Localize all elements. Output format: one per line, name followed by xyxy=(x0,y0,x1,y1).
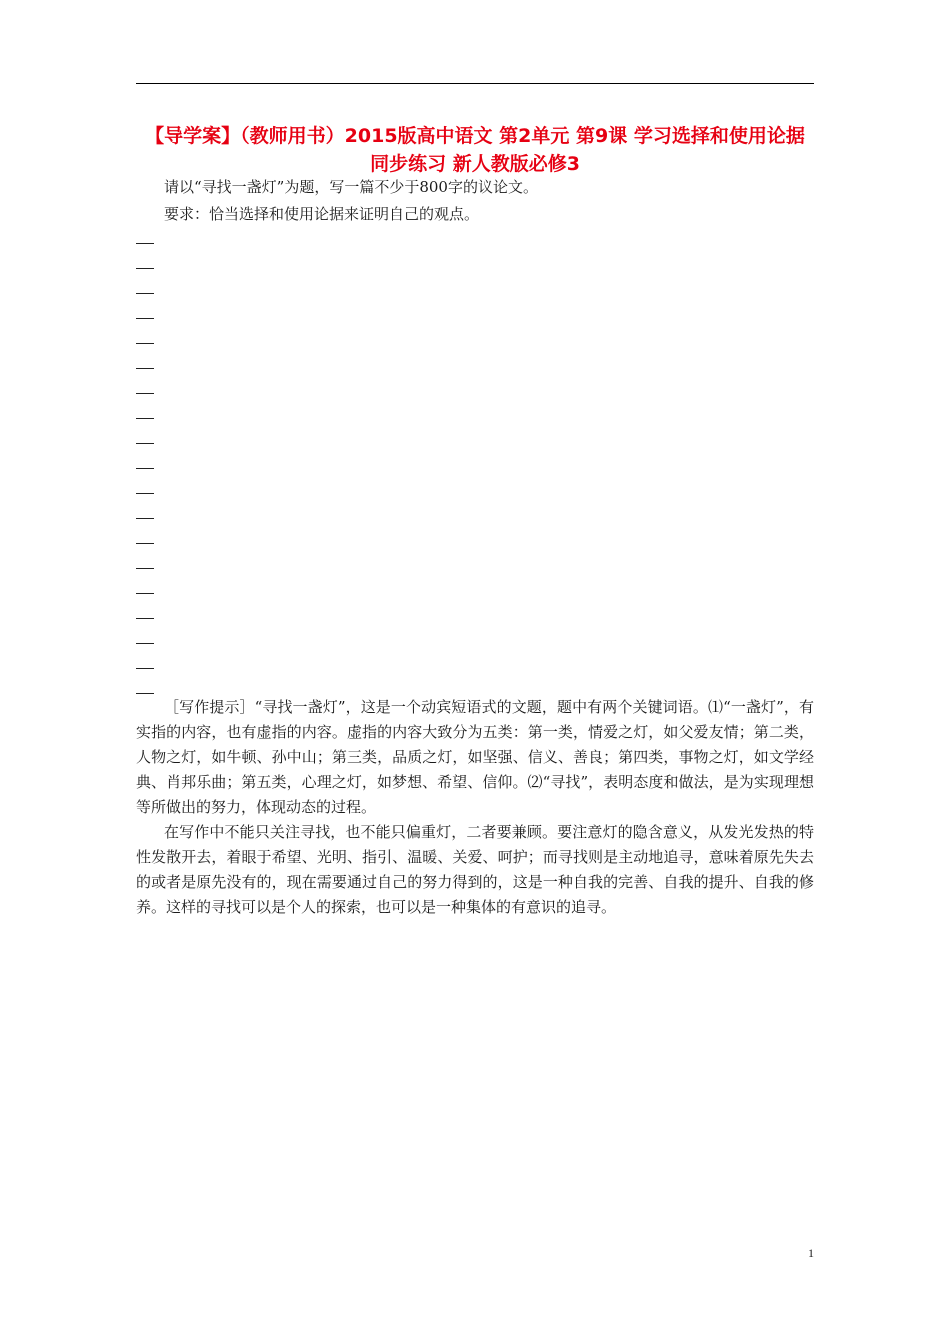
answer-blank-line xyxy=(136,555,166,580)
answer-blank-line xyxy=(136,255,166,280)
answer-blank-line xyxy=(136,405,166,430)
answer-blank-lines xyxy=(136,230,166,705)
answer-blank-line xyxy=(136,480,166,505)
hint-paragraph-2: 在写作中不能只关注寻找，也不能只偏重灯，二者要兼顾。要注意灯的隐含意义，从发光发热的特性发散开去，着眼于希望、光明、指引、温暖、关爱、呵护；而寻找则是主动地追寻，意味着原先失去的或者是原先没有的，现在需要通过自己的努力得到的，这是一种自我的完善、自我的提升、自我的修养。这样的寻找可以是个人的探索，也可以是一种集体的有意识的追寻。 xyxy=(136,823,814,916)
answer-blank-line xyxy=(136,230,166,255)
answer-blank-line xyxy=(136,530,166,555)
answer-blank-line xyxy=(136,630,166,655)
blank-line-mark xyxy=(136,243,154,244)
blank-line-mark xyxy=(136,643,154,644)
blank-line-mark xyxy=(136,593,154,594)
prompt-requirement: 要求：恰当选择和使用论据来证明自己的观点。 xyxy=(164,205,480,223)
answer-blank-line xyxy=(136,380,166,405)
blank-line-mark xyxy=(136,443,154,444)
answer-blank-line xyxy=(136,280,166,305)
blank-line-mark xyxy=(136,568,154,569)
writing-hints xyxy=(136,695,814,920)
blank-line-mark xyxy=(136,368,154,369)
blank-line-mark xyxy=(136,668,154,669)
hint-paragraph-1: ［写作提示］“寻找一盏灯”，这是一个动宾短语式的文题，题中有两个关键词语。⑴“一盏灯”，有实指的内容，也有虚指的内容。虚指的内容大致分为五类：第一类，情爱之灯，如父爱友情；第二类，人物之灯，如牛顿、孙中山；第三类，品质之灯，如坚强、信义、善良；第四类，事物之灯，如文学经典、肖邦乐曲；第五类，心理之灯，如梦想、希望、信仰。⑵“寻找”，表明态度和做法，是为实现理想等所做出的努力，体现动态的过程。 xyxy=(136,698,814,816)
answer-blank-line xyxy=(136,655,166,680)
blank-line-mark xyxy=(136,543,154,544)
answer-blank-line xyxy=(136,330,166,355)
blank-line-mark xyxy=(136,418,154,419)
page-number: 1 xyxy=(808,1246,814,1260)
answer-blank-line xyxy=(136,355,166,380)
blank-line-mark xyxy=(136,468,154,469)
answer-blank-line xyxy=(136,505,166,530)
blank-line-mark xyxy=(136,493,154,494)
answer-blank-line xyxy=(136,580,166,605)
prompt-instruction: 请以“寻找一盏灯”为题，写一篇不少于800字的议论文。 xyxy=(164,178,538,196)
blank-line-mark xyxy=(136,693,154,694)
blank-line-mark xyxy=(136,618,154,619)
blank-line-mark xyxy=(136,393,154,394)
answer-blank-line xyxy=(136,305,166,330)
answer-blank-line xyxy=(136,455,166,480)
answer-blank-line xyxy=(136,605,166,630)
blank-line-mark xyxy=(136,518,154,519)
blank-line-mark xyxy=(136,343,154,344)
document-title: 【导学案】（教师用书）2015版高中语文 第2单元 第9课 学习选择和使用论据同步练习 新人教版必修3 xyxy=(145,125,805,175)
blank-line-mark xyxy=(136,268,154,269)
essay-prompt xyxy=(136,174,814,228)
header-rule xyxy=(136,83,814,84)
blank-line-mark xyxy=(136,293,154,294)
blank-line-mark xyxy=(136,318,154,319)
answer-blank-line xyxy=(136,430,166,455)
